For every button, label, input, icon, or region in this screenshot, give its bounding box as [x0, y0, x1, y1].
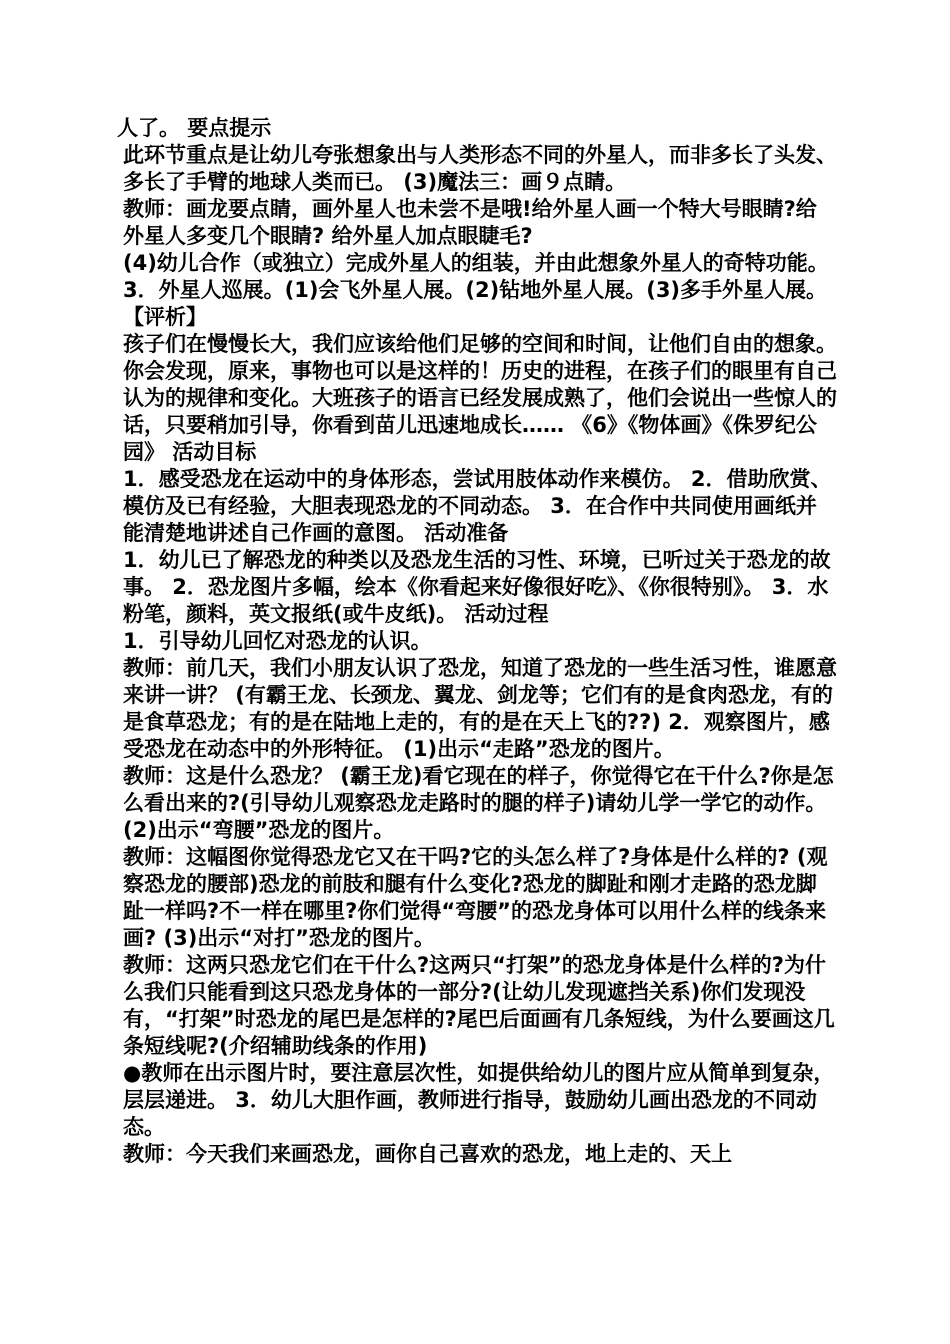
paragraph: 1．幼儿已了解恐龙的种类以及恐龙生活的习性、环境，已听过关于恐龙的故事。 2．恐龙图片多幅，绘本《你看起来好像很好吃》、《你很特别》。 3．水粉笔，颜料，英文报纸(或牛皮纸)。 活动过程 — [123, 548, 831, 626]
paragraph: ●教师在出示图片时，要注意层次性，如提供给幼儿的图片应从简单到复杂，层层递进。 3．幼儿大胆作画，教师进行指导，鼓励幼儿画出恐龙的不同动态。 — [123, 1061, 835, 1139]
paragraph: 教师：这幅图你觉得恐龙它又在干吗?它的头怎么样了?身体是什么样的? (观察恐龙的腰部)恐龙的前肢和腿有什么变化?恐龙的脚趾和刚才走路的恐龙脚趾一样吗?不一样在哪里?你们觉得“弯腰”的恐龙身体可以用什么样的线条来画? (3)出示“对打”恐龙的图片。 — [123, 845, 828, 950]
paragraph: 孩子们在慢慢长大，我们应该给他们足够的空间和时间，让他们自由的想象。你会发现，原来，事物也可以是这样的！历史的进程，在孩子们的眼里有自己认为的规律和变化。大班孩子的语言已经发展成熟了，他们会说出一些惊人的话，只要稍加引导，你看到苗儿迅速地成长…… 《6》《物体画》《侏罗纪公园》 活动目标 — [123, 332, 837, 464]
paragraph: 1．引导幼儿回忆对恐龙的认识。 — [123, 629, 432, 653]
paragraph: 教师：这两只恐龙它们在干什么?这两只“打架”的恐龙身体是什么样的?为什么我们只能看到这只恐龙身体的一部分?(让幼儿发现遮挡关系)你们发现没有，“打架”时恐龙的尾巴是怎样的?尾巴后面画有几条短线，为什么要画这几条短线呢?(介绍辅助线条的作用) — [123, 953, 835, 1058]
paragraph: 教师：画龙要点睛，画外星人也未尝不是哦!给外星人画一个特大号眼睛?给外星人多变几个眼睛? 给外星人加点眼睫毛? — [123, 197, 817, 248]
paragraph: 教师：这是什么恐龙？ (霸王龙)看它现在的样子，你觉得它在干什么?你是怎么看出来的?(引导幼儿观察恐龙走路时的腿的样子)请幼儿学一学它的动作。 (2)出示“弯腰”恐龙的图片。 — [123, 764, 834, 842]
paragraph: 此环节重点是让幼儿夸张想象出与人类形态不同的外星人，而非多长了头发、多长了手臂的地球人类而已。 (3)魔法三：画９点睛。 — [123, 143, 837, 194]
paragraph: (4)幼儿合作（或独立）完成外星人的组装，并由此想象外星人的奇特功能。 3．外星人巡展。(1)会飞外星人展。(2)钻地外星人展。(3)多手外星人展。 【评析】 — [123, 251, 829, 329]
document-page — [117, 115, 837, 1168]
paragraph: 教师：今天我们来画恐龙，画你自己喜欢的恐龙，地上走的、天上 — [123, 1142, 732, 1166]
paragraph: 人了。 要点提示 — [117, 116, 272, 140]
paragraph: 1．感受恐龙在运动中的身体形态，尝试用肢体动作来模仿。 2．借助欣赏、模仿及已有经验，大胆表现恐龙的不同动态。 3．在合作中共同使用画纸并能清楚地讲述自己作画的意图。 活动准备 — [123, 467, 832, 545]
paragraph: 教师：前几天，我们小朋友认识了恐龙，知道了恐龙的一些生活习性，谁愿意来讲一讲？ (有霸王龙、长颈龙、翼龙、剑龙等；它们有的是食肉恐龙，有的是食草恐龙；有的是在陆地上走的，有的是在天上飞的??) 2．观察图片，感受恐龙在动态中的外形特征。 (1)出示“走路”恐龙的图片。 — [123, 656, 837, 761]
